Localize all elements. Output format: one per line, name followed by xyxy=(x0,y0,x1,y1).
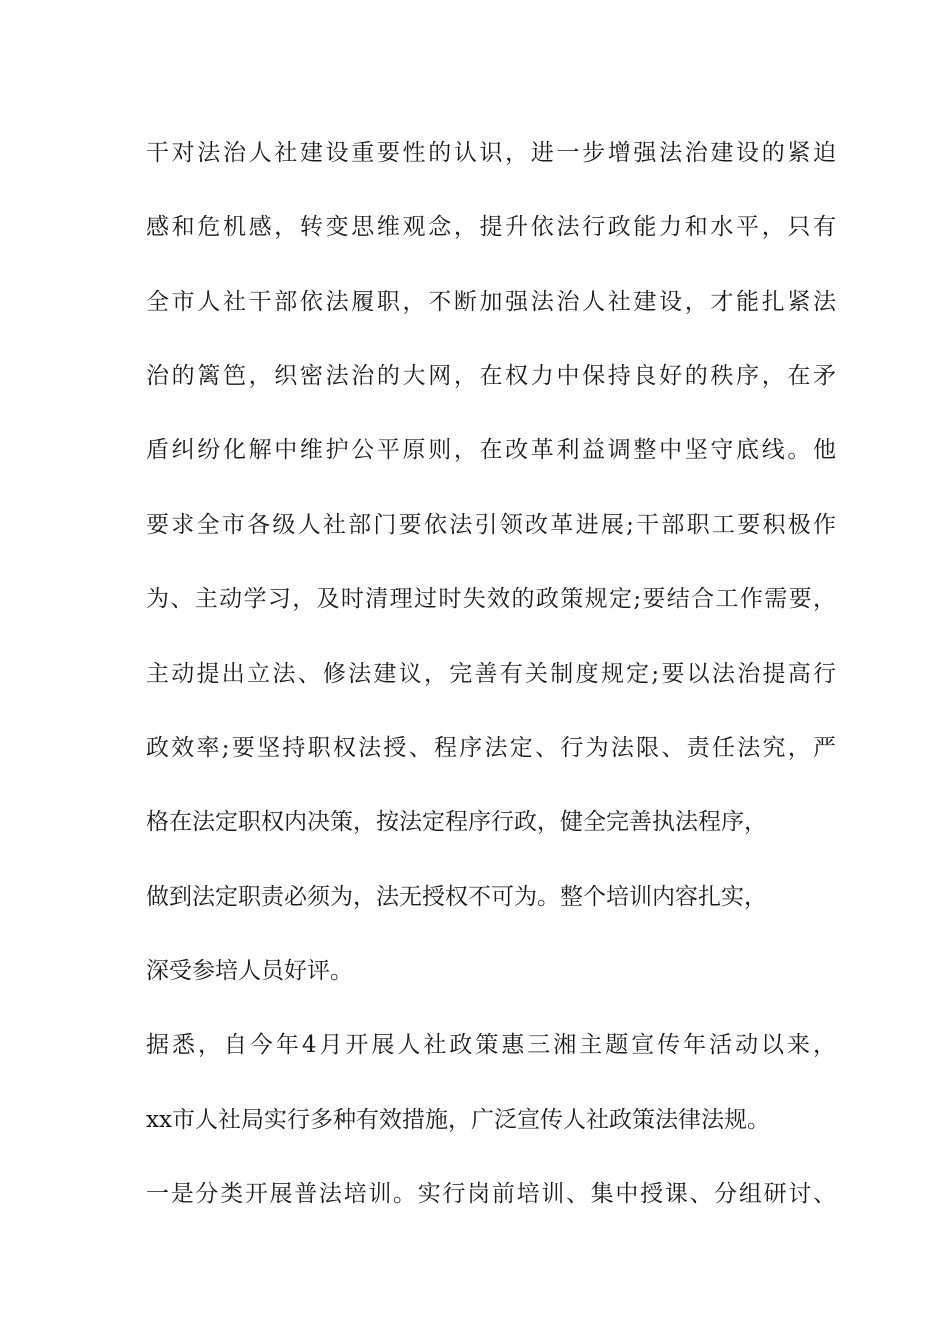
text-line: 做到法定职责必须为，法无授权不可为。整个培训内容扎实， xyxy=(146,884,767,910)
text-line: 据悉，自今年4月开展人社政策惠三湘主题宣传年活动以来， xyxy=(146,1032,836,1058)
text-line: 主动提出立法、修法建议，完善有关制度规定;要以法治提高行 xyxy=(146,661,836,687)
text-line: 一是分类开展普法培训。实行岗前培训、集中授课、分组研讨、 xyxy=(146,1181,836,1207)
text-line: xx市人社局实行多种有效措施，广泛宣传人社政策法律法规。 xyxy=(146,1107,770,1133)
text-line: 深受参培人员好评。 xyxy=(146,958,353,984)
text-line: 全市人社干部依法履职，不断加强法治人社建设，才能扎紧法 xyxy=(146,289,836,315)
text-line: 格在法定职权内决策，按法定程序行政，健全完善执法程序， xyxy=(146,809,767,835)
text-line: 为、主动学习，及时清理过时失效的政策规定;要结合工作需要， xyxy=(146,586,836,612)
text-line: 盾纠纷化解中维护公平原则，在改革利益调整中坚守底线。他 xyxy=(146,437,836,463)
text-line: 治的篱笆，织密法治的大网，在权力中保持良好的秩序，在矛 xyxy=(146,363,836,389)
text-line: 感和危机感，转变思维观念，提升依法行政能力和水平，只有 xyxy=(146,214,836,240)
text-line: 政效率;要坚持职权法授、程序法定、行为法限、责任法究，严 xyxy=(146,735,836,761)
text-line: 干对法治人社建设重要性的认识，进一步增强法治建设的紧迫 xyxy=(146,140,836,166)
text-line: 要求全市各级人社部门要依法引领改革进展;干部职工要积极作 xyxy=(146,512,836,538)
